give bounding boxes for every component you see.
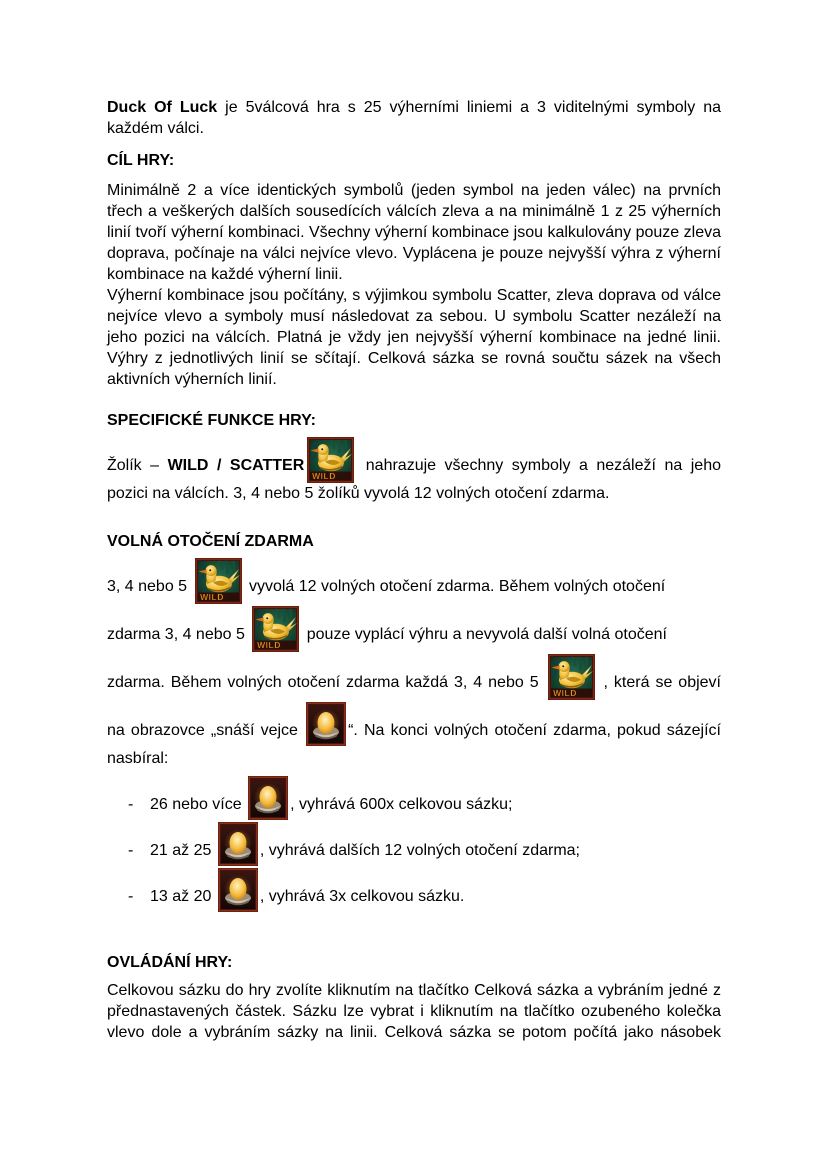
- reward-1-pre: 26 nebo více: [150, 796, 247, 813]
- free-spins-line-1: [107, 558, 721, 606]
- wild-duck-symbol-icon: [195, 558, 242, 604]
- goal-heading: CÍL HRY:: [107, 152, 175, 169]
- golden-egg-symbol-icon: [218, 868, 258, 912]
- free-spins-line-1-post: vyvolá 12 volných otočení zdarma. Během volných otočení: [244, 578, 666, 595]
- golden-egg-symbol-icon: [218, 822, 258, 866]
- free-spins-line-3: [107, 654, 721, 702]
- golden-egg-symbol-icon: [248, 776, 288, 820]
- reward-3-pre: 13 až 20: [150, 888, 216, 905]
- free-spins-heading: VOLNÁ OTOČENÍ ZDARMA: [107, 533, 314, 550]
- goal-paragraph-1: Minimálně 2 a více identických symbolů (jeden symbol na jeden válec) na prvních třech a veškerých dalších sousedících válcích zleva a na minimálně 1 z 25 výherních linií tvoří výherní kombinaci. Všechny výherní kombinace jsou kalkulovány pouze zleva doprava, počínaje na válci nejvíce vlevo. Vyplácena je pouze nejvyšší výhra z výherní kombinace na každé výherní linii.: [107, 182, 721, 283]
- free-spins-line-4-post: “. Na konci volných otočení zdarma, pokud sázející: [348, 722, 721, 739]
- free-spins-line-3-pre: zdarma. Během volných otočení zdarma každá 3, 4 nebo 5: [107, 674, 545, 691]
- free-spins-line-5: nasbíral:: [107, 750, 169, 767]
- controls-paragraph: Celkovou sázku do hry zvolíte kliknutím na tlačítko Celková sázka a vybráním jedné z přednastavených částek. Sázku lze vybrat i kliknutím na tlačítko ozubeného kolečka vlevo dole a vybráním sázky na linii. Celková sázka se potom počítá jako násobek: [107, 982, 721, 1041]
- free-spins-line-2-post: pouze vyplácí výhru a nevyvolá další volná otočení: [302, 626, 667, 643]
- special-lead: Žolík –: [107, 457, 168, 474]
- wild-duck-symbol-icon: [307, 437, 354, 483]
- reward-list-item: [107, 776, 721, 822]
- reward-1-post: , vyhrává 600x celkovou sázku;: [290, 796, 513, 813]
- bullet-dash: -: [128, 842, 134, 859]
- controls-heading: OVLÁDÁNÍ HRY:: [107, 954, 233, 971]
- free-spins-line-2: [107, 606, 721, 654]
- intro-text: je 5válcová hra s 25 výherními liniemi a 3 viditelnými symboly na každém válci.: [107, 99, 721, 137]
- wild-duck-symbol-icon: [548, 654, 595, 700]
- bullet-dash: -: [128, 796, 134, 813]
- reward-2-pre: 21 až 25: [150, 842, 216, 859]
- reward-list-item: [107, 868, 721, 914]
- game-title: Duck Of Luck: [107, 99, 218, 116]
- free-spins-line-2-pre: zdarma 3, 4 nebo 5: [107, 626, 250, 643]
- wild-scatter-label: WILD / SCATTER: [167, 457, 305, 474]
- goal-paragraph-2: Výherní kombinace jsou počítány, s výjimkou symbolu Scatter, zleva doprava od válce nejvíce vlevo a symboly musí následovat za sebou. U symbolu Scatter nezáleží na jeho pozici na válcích. Platná je vždy jen nejvyšší výherní kombinace na jedné linii. Výhry z jednotlivých linií se sčítají. Celková sázka se rovná součtu sázek na všech aktivních výherních linií.: [107, 287, 721, 388]
- reward-2-post: , vyhrává dalších 12 volných otočení zdarma;: [259, 842, 580, 859]
- wild-duck-symbol-icon: [252, 606, 299, 652]
- free-spins-line-1-pre: 3, 4 nebo 5: [107, 578, 192, 595]
- reward-list-item: [107, 822, 721, 868]
- special-after: nahrazuje všechny symboly a nezáleží na jeho pozici na válcích. 3, 4 nebo 5 žolíků vyvolá 12 volných otočení zdarma.: [107, 457, 721, 502]
- bullet-dash: -: [128, 888, 134, 905]
- free-spins-line-3-post: , která se objeví: [597, 674, 721, 691]
- free-spins-line-4: [107, 702, 721, 750]
- special-functions-heading: SPECIFICKÉ FUNKCE HRY:: [107, 412, 316, 429]
- free-spins-line-4-pre: na obrazovce „snáší vejce: [107, 722, 305, 739]
- golden-egg-symbol-icon: [306, 702, 346, 746]
- reward-3-post: , vyhrává 3x celkovou sázku.: [259, 888, 465, 905]
- special-functions-paragraph: [107, 437, 721, 504]
- intro-paragraph: [107, 97, 721, 139]
